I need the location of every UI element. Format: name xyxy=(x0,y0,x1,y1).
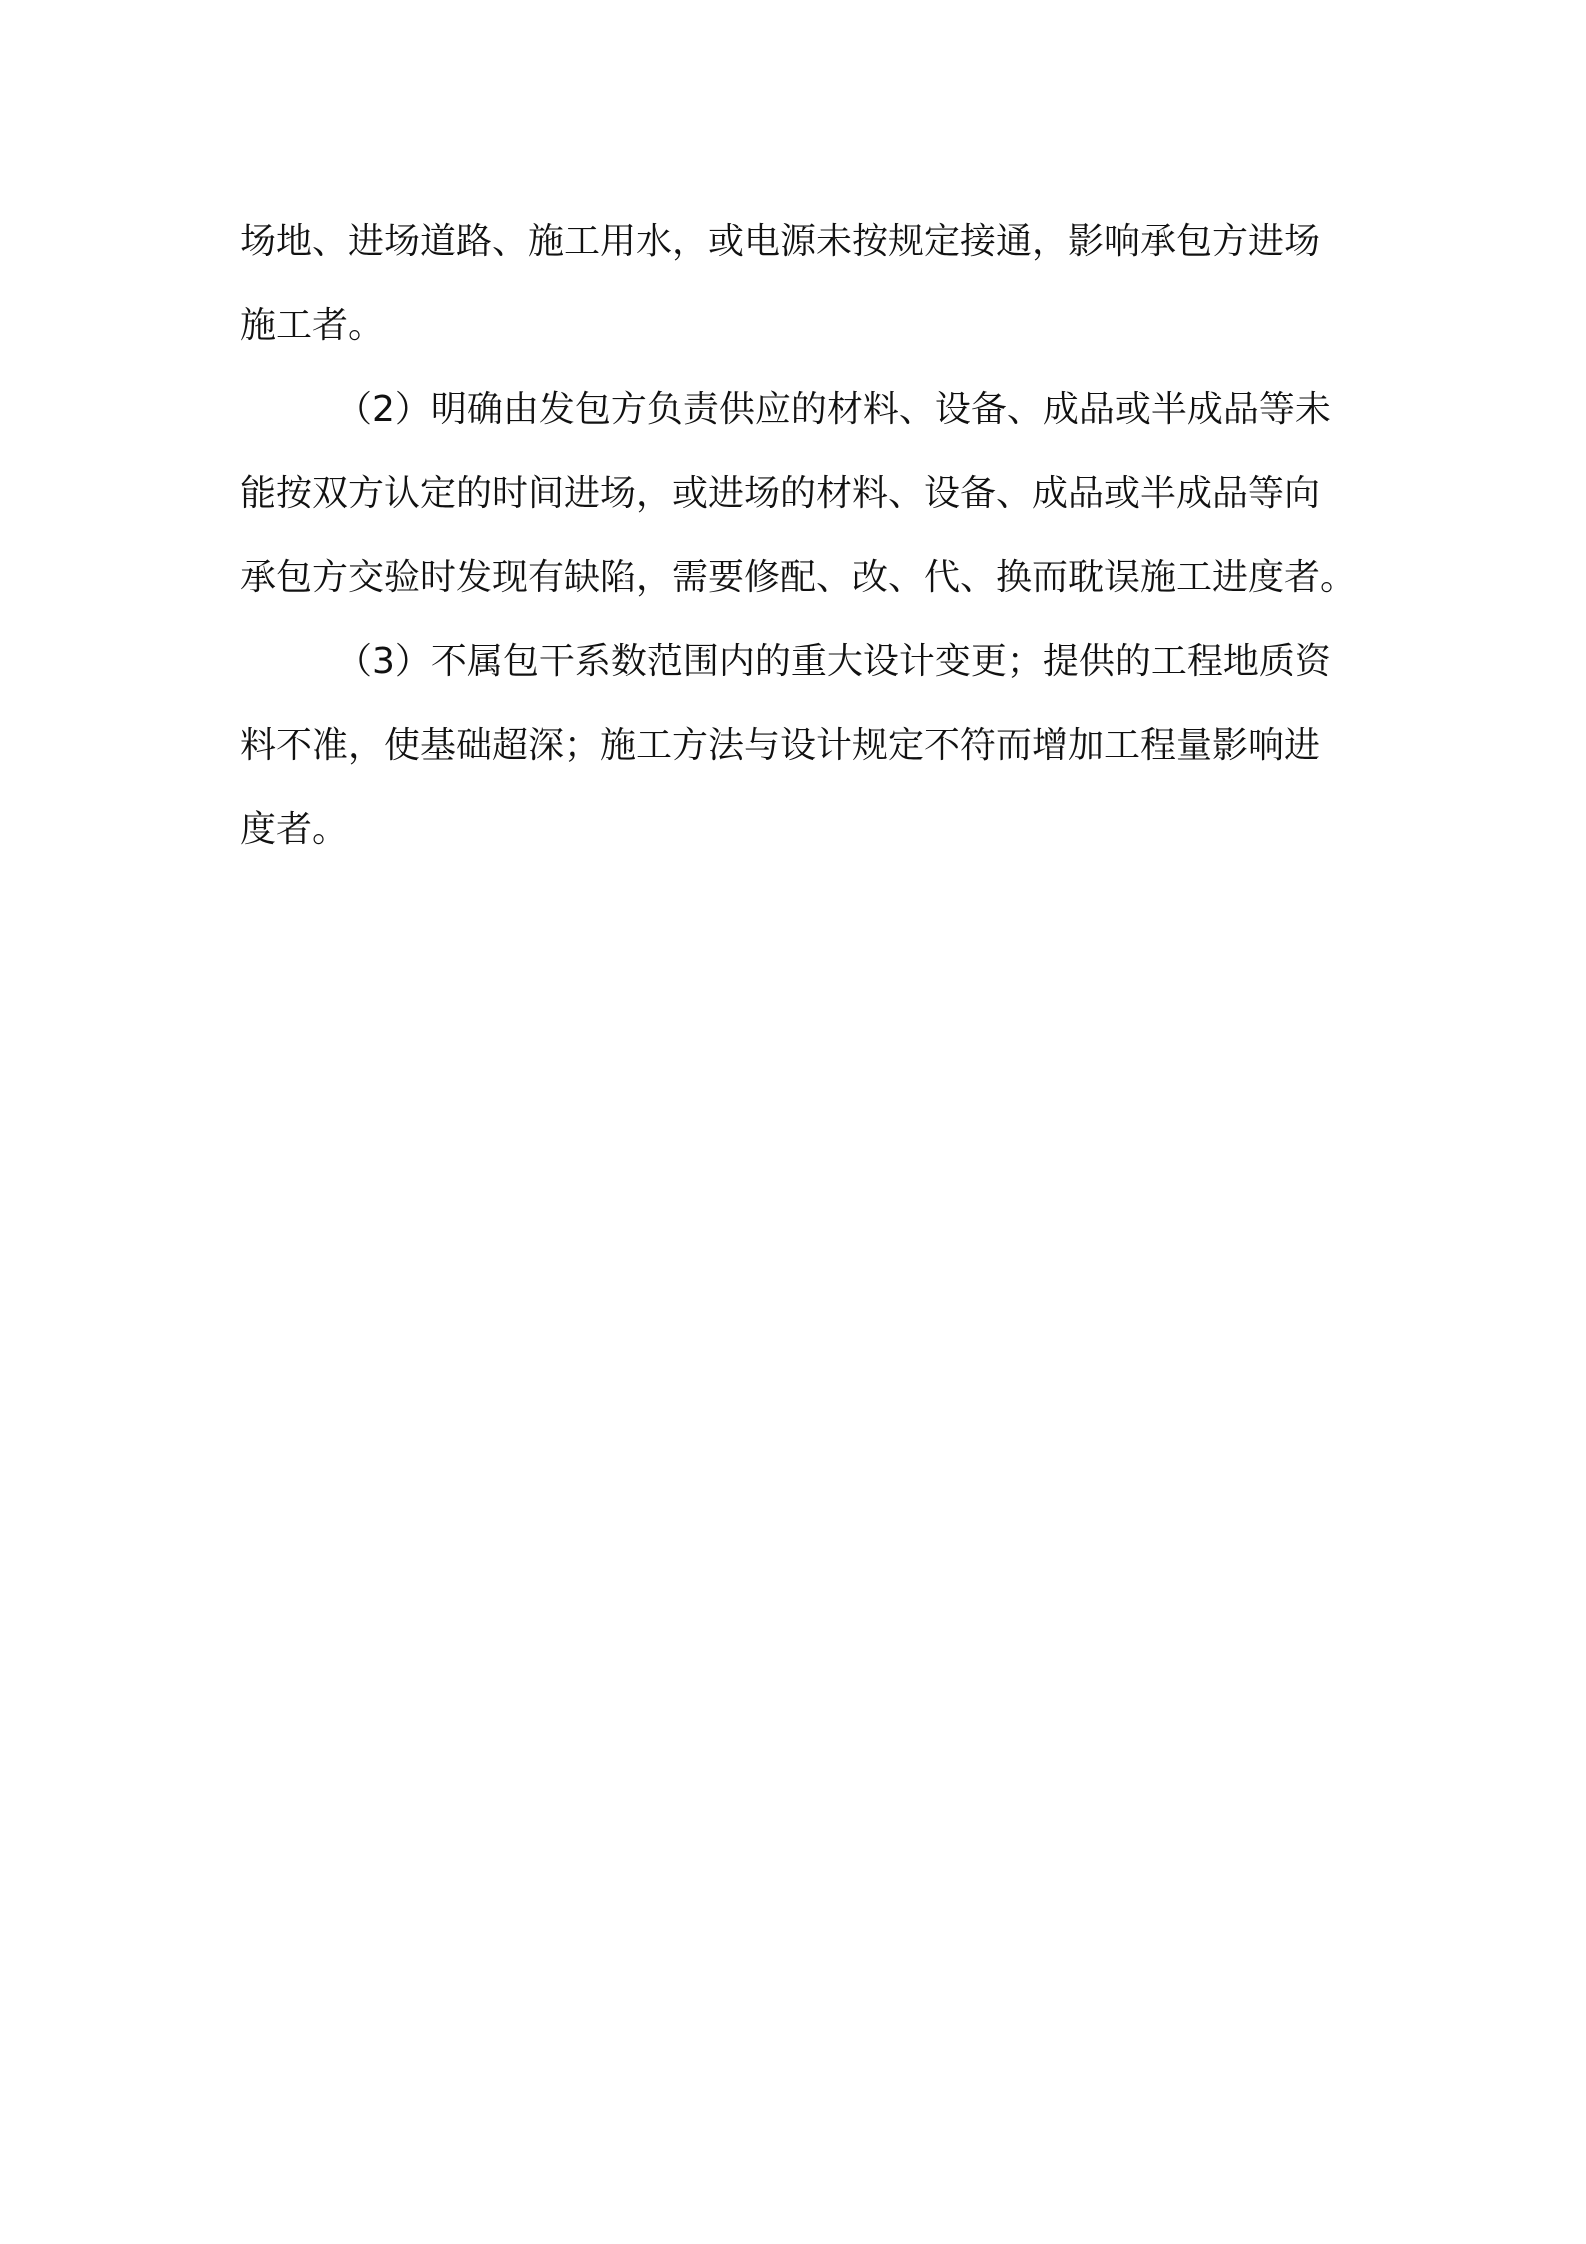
paragraph-2 xyxy=(240,368,1357,620)
text-line: 能按双方认定的时间进场，或进场的材料、设备、成品或半成品等向 xyxy=(240,473,1321,514)
paragraph-3 xyxy=(240,620,1350,872)
text-line: （2）明确由发包方负责供应的材料、设备、成品或半成品等未 xyxy=(336,389,1331,430)
text-line: 施工者。 xyxy=(240,305,385,346)
text-line: 承包方交验时发现有缺陷，需要修配、改、代、换而耽误施工进度者。 xyxy=(240,557,1357,598)
text-line: 料不准，使基础超深；施工方法与设计规定不符而增加工程量影响进 xyxy=(240,725,1321,766)
text-line: 度者。 xyxy=(240,809,349,850)
body-text xyxy=(240,200,1357,872)
text-line: （3）不属包干系数范围内的重大设计变更；提供的工程地质资 xyxy=(336,641,1331,682)
paragraph-1 xyxy=(240,200,1350,368)
text-line: 场地、进场道路、施工用水，或电源未按规定接通，影响承包方进场 xyxy=(240,221,1321,262)
